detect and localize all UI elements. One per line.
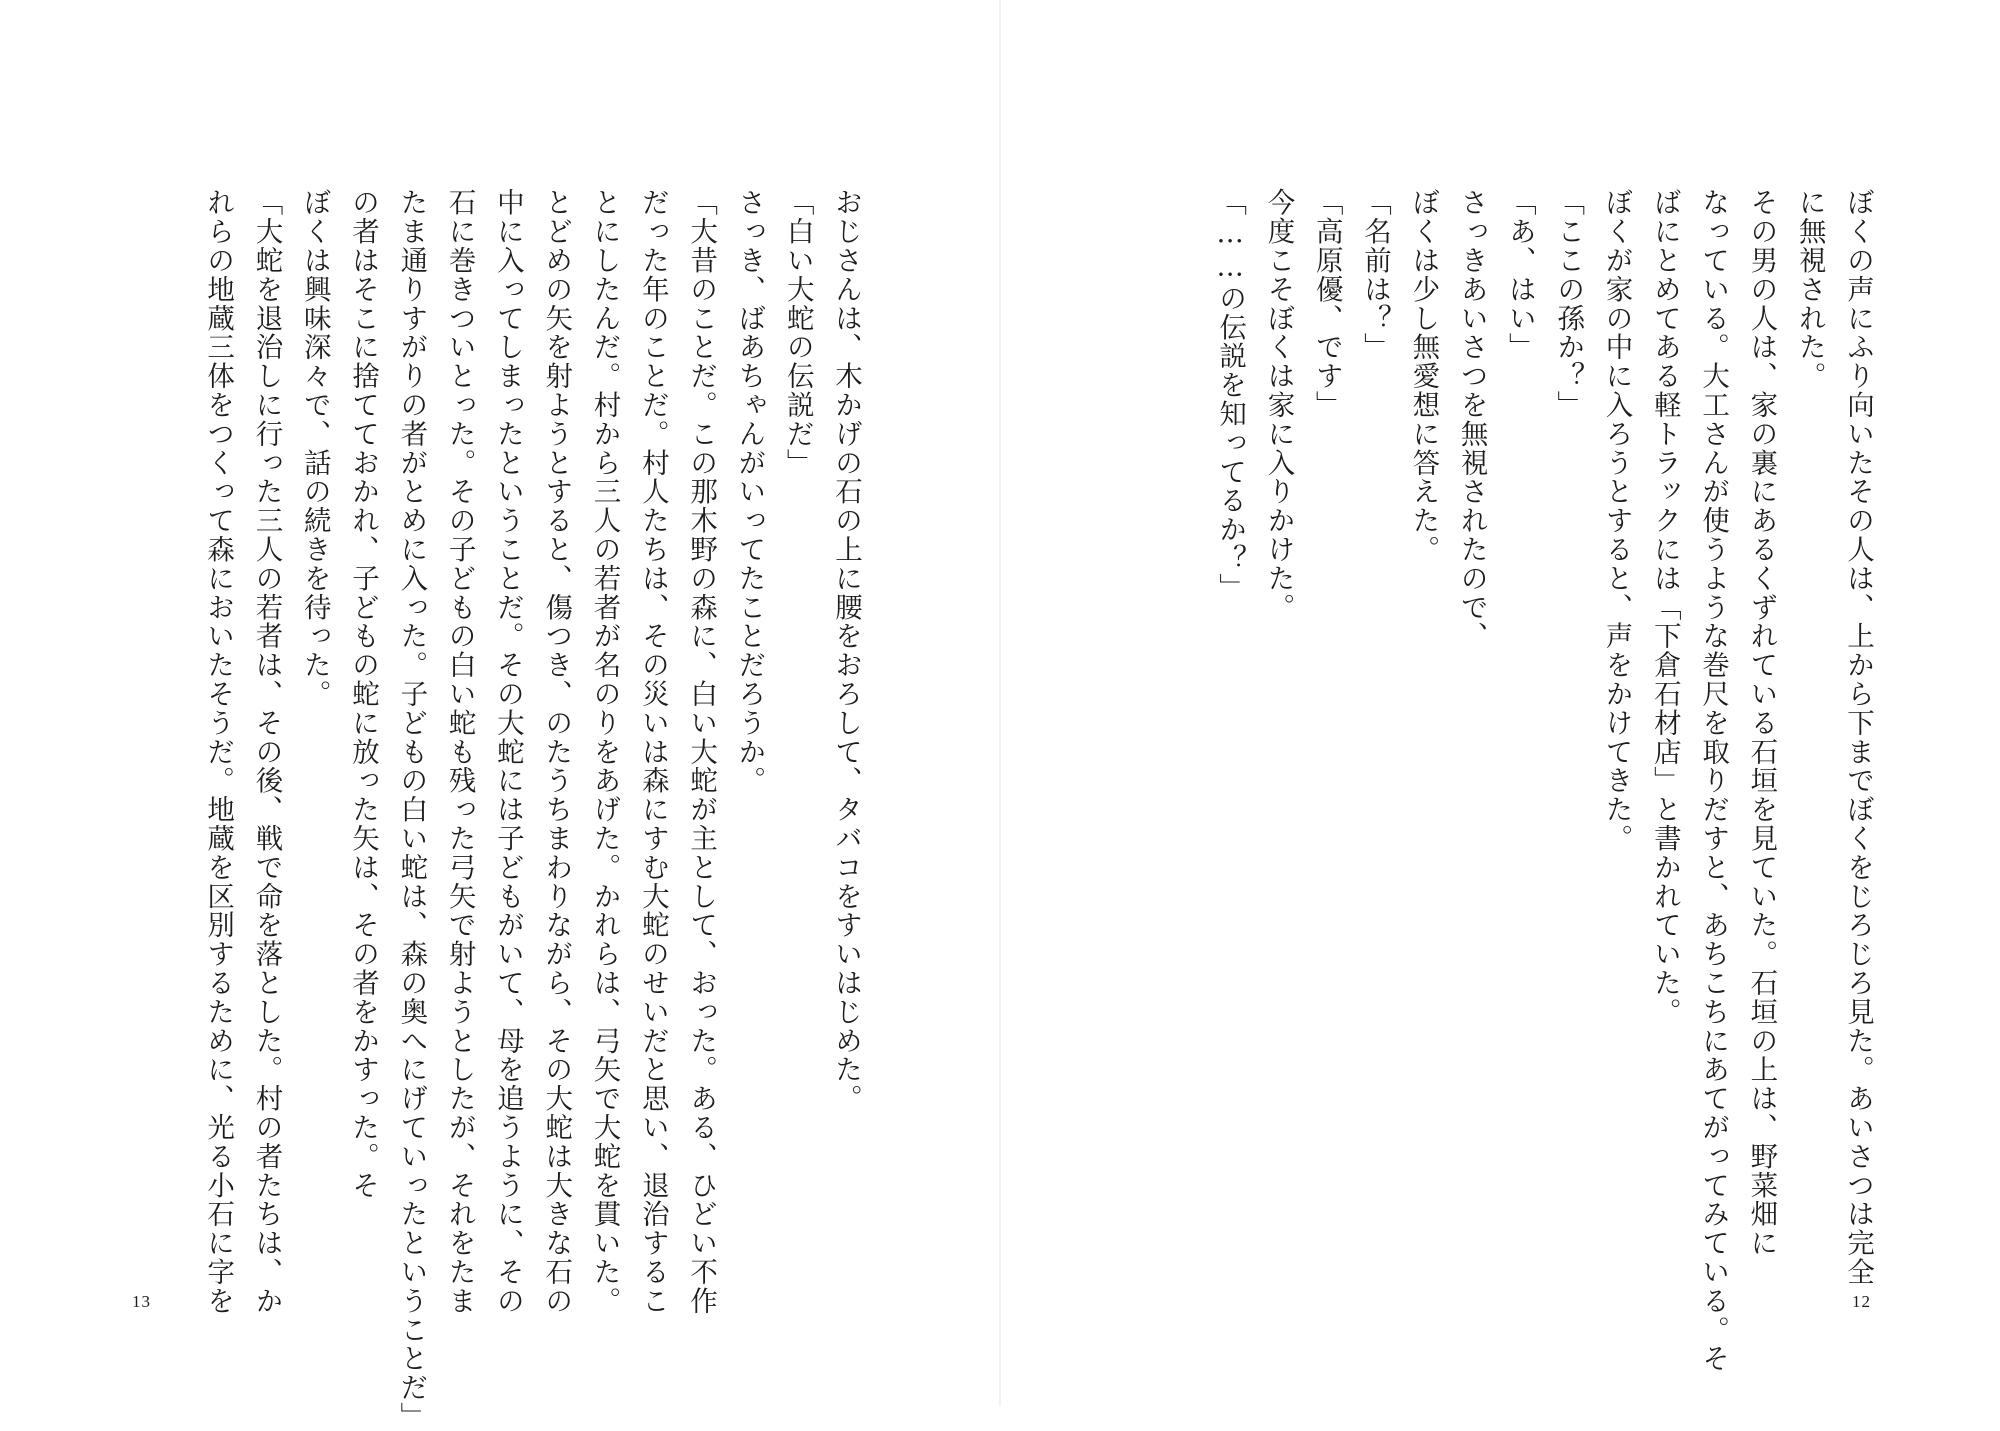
paragraph: 「高原優、です」: [1310, 188, 1343, 420]
paragraph: 石に巻きついとった。その子どもの白い蛇も残った弓矢で射ようとしたが、それをたま: [443, 188, 476, 1316]
paragraph: 「……の伝説を知ってるか？」: [1214, 188, 1247, 602]
left-page-body: [194, 188, 870, 1431]
paragraph: 「大蛇を退治しに行った三人の若者は、その後、戦で命を落とした。村の者たちは、か: [250, 188, 283, 1316]
paragraph: ぼくは少し無愛想に答えた。: [1407, 188, 1440, 564]
paragraph: 中に入ってしまったということだ。その大蛇には子どもがいて、母を追うように、その: [491, 188, 524, 1316]
page-number: 12: [1852, 1292, 1871, 1311]
paragraph: れらの地蔵三体をつくって森においたそうだ。地蔵を区別するために、光る小石に字を: [202, 188, 235, 1316]
paragraph: なっている。大工さんが使うような巻尺を取りだすと、あちこちにあてがってみている。そ: [1697, 188, 1730, 1373]
paragraph: たま通りすがりの者がとめに入った。子どもの白い蛇は、森の奥へにげていったということだ」: [395, 188, 428, 1431]
right-page: [1000, 0, 2000, 1406]
page-number: 13: [132, 1292, 151, 1311]
paragraph: 「大昔のことだ。この那木野の森に、白い大蛇が主として、おった。ある、ひどい不作: [685, 188, 718, 1316]
paragraph: ぼくの声にふり向いたその人は、上から下までぼくをじろじろ見た。あいさつは完全: [1842, 188, 1874, 1287]
paragraph: さっき、ばあちゃんがいってたことだろうか。: [733, 188, 766, 795]
paragraph: とにしたんだ。村から三人の若者が名のりをあげた。かれらは、弓矢で大蛇を貫いた。: [588, 188, 621, 1316]
paragraph: とどめの矢を射ようとすると、傷つき、のたうちまわりながら、その大蛇は大きな石の: [540, 188, 573, 1316]
paragraph: 「ここの孫か？」: [1552, 188, 1585, 420]
paragraph: その男の人は、家の裏にあるくずれている石垣を見ていた。石垣の上は、野菜畑に: [1745, 188, 1778, 1258]
paragraph: 今度こそぼくは家に入りかけた。: [1262, 188, 1295, 622]
paragraph: ばにとめてある軽トラックには「下倉石材店」と書かれていた。: [1648, 188, 1681, 1027]
paragraph: に無視された。: [1793, 188, 1826, 391]
paragraph: の者はそこに捨てておかれ、子どもの蛇に放った矢は、その者をかすった。そ: [347, 188, 380, 1200]
paragraph: ぼくが家の中に入ろうとすると、声をかけてきた。: [1600, 188, 1633, 853]
paragraph: おじさんは、木かげの石の上に腰をおろして、タバコをすいはじめた。: [830, 188, 862, 1113]
paragraph: だった年のことだ。村人たちは、その災いは森にすむ大蛇のせいだと思い、退治するこ: [636, 188, 669, 1316]
paragraph: さっきあいさつを無視されたので、: [1455, 188, 1488, 651]
paragraph: ぼくは興味深々で、話の続きを待った。: [298, 188, 331, 709]
paragraph: 「名前は？」: [1359, 188, 1392, 362]
paragraph: 「あ、はい」: [1503, 188, 1536, 362]
paragraph: 「白い大蛇の伝説だ」: [781, 188, 814, 477]
